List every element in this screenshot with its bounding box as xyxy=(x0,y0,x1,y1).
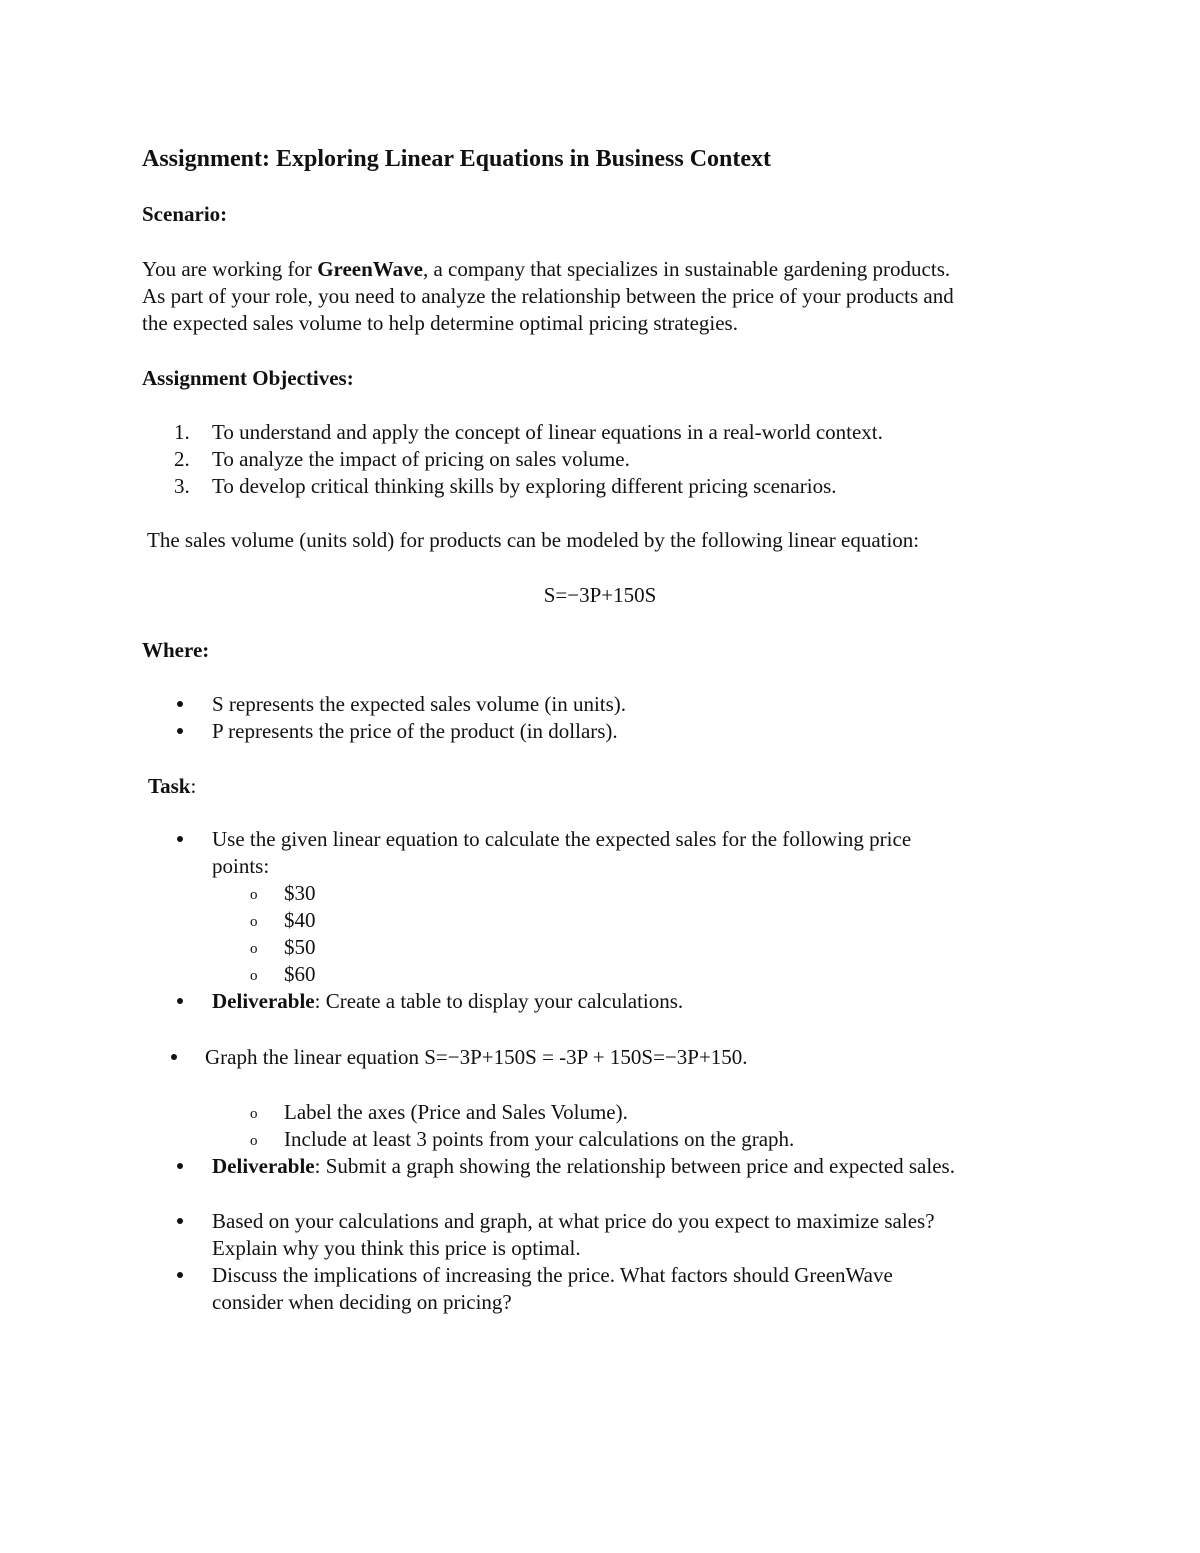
bullet-icon xyxy=(177,1272,183,1278)
objective-number: 1. xyxy=(174,420,190,444)
model-intro: The sales volume (units sold) for products can be modeled by the following linear equation: xyxy=(147,528,920,552)
sub-bullet-icon: o xyxy=(250,914,258,930)
deliverable-text: : Submit a graph showing the relationship between price and expected sales. xyxy=(314,1154,955,1178)
where-heading: Where: xyxy=(142,638,210,662)
bullet-icon xyxy=(171,1054,177,1060)
objective-item: To understand and apply the concept of linear equations in a real-world context. xyxy=(212,420,883,444)
task-calc-line-1: Use the given linear equation to calculate the expected sales for the following price xyxy=(212,827,912,851)
bullet-icon xyxy=(177,728,183,734)
page-title: Assignment: Exploring Linear Equations in Business Context xyxy=(142,146,772,172)
scenario-line-1 xyxy=(142,256,950,283)
deliverable-graph xyxy=(212,1153,955,1180)
objective-number: 2. xyxy=(174,447,190,471)
scenario-line-3: the expected sales volume to help determine optimal pricing strategies. xyxy=(142,311,738,335)
model-equation: S=−3P+150S xyxy=(543,583,657,607)
bullet-icon xyxy=(177,998,183,1004)
objective-number: 3. xyxy=(174,474,190,498)
price-point: $40 xyxy=(284,908,316,932)
sub-bullet-icon: o xyxy=(250,968,258,984)
question-1-line-2: Explain why you think this price is optimal. xyxy=(212,1236,581,1260)
objectives-heading: Assignment Objectives: xyxy=(142,366,354,390)
sub-bullet-icon: o xyxy=(250,1133,258,1149)
company-name: GreenWave xyxy=(317,257,423,281)
price-point: $60 xyxy=(284,962,316,986)
where-item: P represents the price of the product (in dollars). xyxy=(212,719,618,743)
scenario-heading: Scenario: xyxy=(142,202,228,226)
objective-item: To analyze the impact of pricing on sales volume. xyxy=(212,447,630,471)
sub-bullet-icon: o xyxy=(250,887,258,903)
where-item: S represents the expected sales volume (in units). xyxy=(212,692,627,716)
graph-subitem: Label the axes (Price and Sales Volume). xyxy=(284,1100,628,1124)
task-heading-word: Task xyxy=(148,774,191,798)
deliverable-label: Deliverable xyxy=(212,989,315,1013)
graph-subitem: Include at least 3 points from your calculations on the graph. xyxy=(284,1127,795,1151)
graph-instruction: Graph the linear equation S=−3P+150S = -3P + 150S=−3P+150. xyxy=(205,1045,748,1069)
task-heading xyxy=(148,773,196,800)
scenario-line-2: As part of your role, you need to analyze the relationship between the price of your products and xyxy=(142,284,954,308)
task-calc-line-2: points: xyxy=(212,854,270,878)
deliverable-table xyxy=(212,988,683,1015)
scenario-line-1-pre: You are working for xyxy=(142,257,318,281)
bullet-icon xyxy=(177,1163,183,1169)
question-2-line-2: consider when deciding on pricing? xyxy=(212,1290,512,1314)
sub-bullet-icon: o xyxy=(250,1106,258,1122)
question-2-line-1: Discuss the implications of increasing the price. What factors should GreenWave xyxy=(212,1263,893,1287)
deliverable-text: : Create a table to display your calculations. xyxy=(314,989,684,1013)
bullet-icon xyxy=(177,701,183,707)
objective-item: To develop critical thinking skills by exploring different pricing scenarios. xyxy=(212,474,837,498)
price-point: $50 xyxy=(284,935,316,959)
price-point: $30 xyxy=(284,881,316,905)
bullet-icon xyxy=(177,836,183,842)
bullet-icon xyxy=(177,1218,183,1224)
deliverable-label: Deliverable xyxy=(212,1154,315,1178)
sub-bullet-icon: o xyxy=(250,941,258,957)
task-heading-colon: : xyxy=(190,774,197,798)
scenario-line-1-post: , a company that specializes in sustainable gardening products. xyxy=(422,257,951,281)
question-1-line-1: Based on your calculations and graph, at what price do you expect to maximize sales? xyxy=(212,1209,935,1233)
